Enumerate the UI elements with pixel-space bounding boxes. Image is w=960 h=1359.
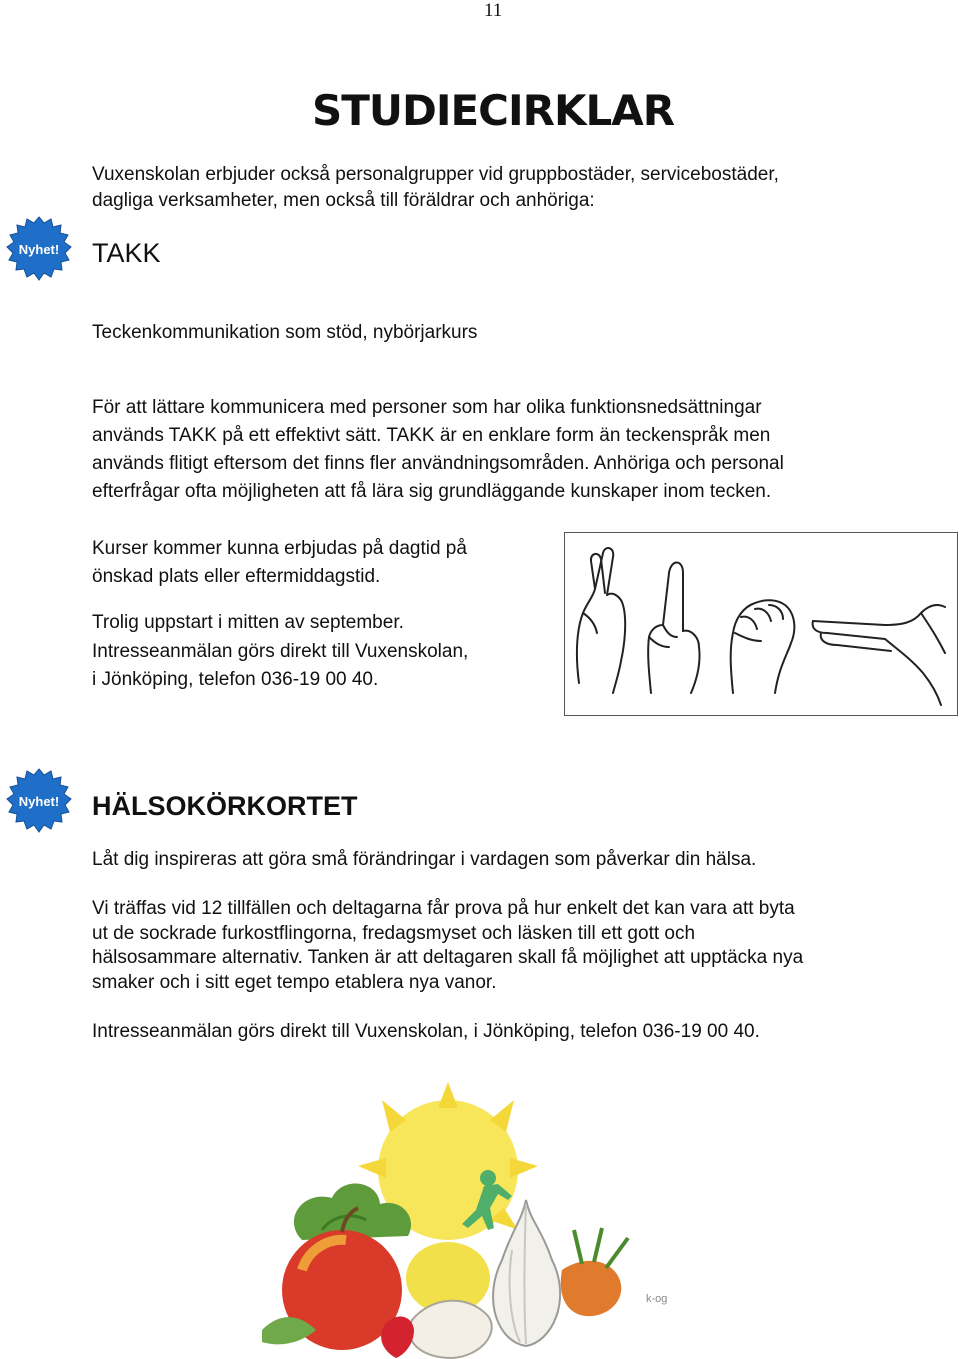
- carrot-icon: [561, 1261, 622, 1316]
- illustration-signature: k-og: [646, 1293, 668, 1305]
- takk-paragraph: [92, 394, 784, 506]
- text-line: önskad plats eller eftermiddagstid.: [92, 566, 381, 587]
- text-line: används flitigt eftersom det finns fler användningsområden. Anhöriga och personal: [92, 453, 784, 474]
- nyhet-badge: [6, 768, 72, 834]
- halsokorkortet-paragraph: [92, 897, 803, 995]
- text-line: används TAKK på ett effektivt sätt. TAKK är en enklare form än teckenspråk men: [92, 425, 771, 446]
- intro-paragraph: [92, 162, 779, 214]
- takk-contact: [92, 638, 468, 694]
- intro-line: Vuxenskolan erbjuder också personalgrupper vid gruppbostäder, servicebostäder,: [92, 164, 779, 185]
- takk-start: Trolig uppstart i mitten av september.: [92, 612, 404, 633]
- page-number: 11: [484, 0, 503, 21]
- badge-label: Nyhet!: [18, 242, 60, 257]
- halsokorkortet-heading: HÄLSOKÖRKORTET: [92, 791, 358, 821]
- text-line: Kurser kommer kunna erbjudas på dagtid på: [92, 538, 467, 559]
- text-line: För att lättare kommunicera med personer som har olika funktionsnedsättningar: [92, 397, 762, 418]
- text-line: Vi träffas vid 12 tillfällen och deltagarna får prova på hur enkelt det kan vara att byta: [92, 898, 795, 919]
- takk-heading: TAKK: [92, 238, 161, 268]
- badge-label: Nyhet!: [18, 794, 60, 809]
- sign-language-hands-image: [564, 532, 958, 716]
- onion-icon: [409, 1301, 491, 1358]
- text-line: Intresseanmälan görs direkt till Vuxenskolan,: [92, 641, 469, 662]
- takk-subtitle: Teckenkommunikation som stöd, nybörjarkurs: [92, 322, 478, 343]
- page-title: STUDIECIRKLAR: [312, 86, 675, 135]
- text-line: ut de sockrade furkostflingorna, fredagsmyset och läsken till ett gott och: [92, 922, 696, 944]
- vegetables-illustration: [262, 1080, 710, 1359]
- takk-courses: [92, 535, 467, 591]
- text-line: smaker och i sitt eget tempo etablera nya vanor.: [92, 971, 497, 993]
- halsokorkortet-contact: Intresseanmälan görs direkt till Vuxenskolan, i Jönköping, telefon 036-19 00 40.: [92, 1021, 760, 1042]
- text-line: hälsosammare alternativ. Tanken är att deltagaren skall få möjlighet att upptäcka nya: [92, 947, 804, 968]
- intro-line: dagliga verksamheter, men också till föräldrar och anhöriga:: [92, 190, 595, 211]
- halsokorkortet-lead: Låt dig inspireras att göra små förändringar i vardagen som påverkar din hälsa.: [92, 849, 757, 870]
- text-line: efterfrågar ofta möjligheten att få lära sig grundläggande kunskaper inom tecken.: [92, 481, 772, 502]
- nyhet-badge: [6, 216, 72, 282]
- text-line: i Jönköping, telefon 036-19 00 40.: [92, 669, 379, 690]
